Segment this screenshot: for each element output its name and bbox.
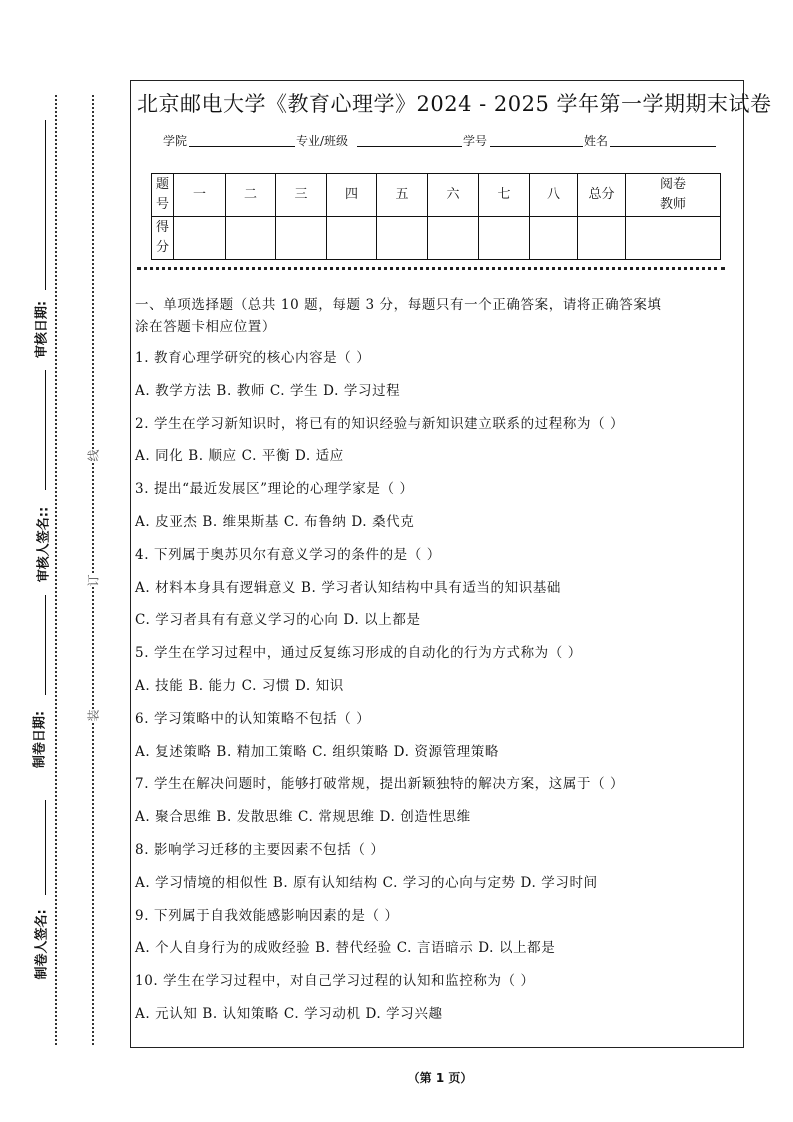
binding-char-zhuang: 装 (86, 709, 101, 722)
margin-dotted-line (55, 95, 57, 1045)
question-text: 7. 学生在解决问题时，能够打破常规，提出新颖独特的解决方案，这属于（ ） (135, 776, 625, 793)
row-label: 得分 (152, 217, 174, 260)
page-number: （第 1 页） (407, 1071, 473, 1085)
field-college-label: 学院 (163, 134, 188, 148)
answer-options: A. 学习情境的相似性 B. 原有认知结构 C. 学习的心向与定势 D. 学习时间 (135, 874, 598, 891)
col-header: 五 (377, 174, 428, 217)
answer-options: A. 同化 B. 顺应 C. 平衡 D. 适应 (135, 448, 344, 465)
review-date-line (45, 120, 46, 290)
question-text: 3. 提出“最近发展区”理论的心理学家是（ ） (135, 481, 414, 498)
col-header: 阅卷教师 (626, 174, 721, 217)
col-header: 八 (530, 174, 578, 217)
question-text: 10. 学生在学习过程中，对自己学习过程的认知和监控称为（ ） (135, 973, 535, 990)
maker-sign-line (45, 800, 46, 895)
question-text: 5. 学生在学习过程中，通过反复练习形成的自动化的行为方式称为（ ） (135, 645, 582, 662)
make-date-line (45, 595, 46, 695)
section-heading-cont: 涂在答题卡相应位置） (135, 319, 276, 335)
question-text: 9. 下列属于自我效能感影响因素的是（ ） (135, 907, 399, 924)
score-cell[interactable] (578, 217, 626, 260)
field-college-input[interactable] (189, 146, 295, 147)
score-table-score-row (152, 217, 721, 260)
answer-options: C. 学习者具有有意义学习的心向 D. 以上都是 (135, 612, 421, 629)
field-major-input[interactable] (357, 146, 462, 147)
score-cell[interactable] (377, 217, 428, 260)
answer-options: A. 元认知 B. 认知策略 C. 学习动机 D. 学习兴趣 (135, 1006, 443, 1022)
score-table (151, 173, 721, 260)
col-header: 二 (226, 174, 276, 217)
score-cell[interactable] (276, 217, 327, 260)
maker-sign-label: 制卷人签名: (34, 909, 50, 980)
score-cell[interactable] (428, 217, 479, 260)
field-major-label: 专业/班级 (296, 134, 349, 148)
answer-options: A. 复述策略 B. 精加工策略 C. 组织策略 D. 资源管理策略 (135, 743, 499, 760)
answer-options: A. 技能 B. 能力 C. 习惯 D. 知识 (135, 678, 344, 694)
question-text: 6. 学习策略中的认知策略不包括（ ） (135, 710, 371, 727)
score-cell[interactable] (327, 217, 377, 260)
review-date-label: 审核日期: (34, 300, 50, 359)
field-name-input[interactable] (610, 146, 716, 147)
score-cell[interactable] (479, 217, 530, 260)
answer-options: A. 皮亚杰 B. 维果斯基 C. 布鲁纳 D. 桑代克 (135, 514, 415, 530)
col-header: 四 (327, 174, 377, 217)
col-header: 七 (479, 174, 530, 217)
reviewer-sign-label: 审核人签名:: (36, 506, 52, 583)
col-header: 六 (428, 174, 479, 217)
score-table-header-row (152, 174, 721, 217)
col-header: 一 (174, 174, 226, 217)
exam-title: 北京邮电大学《教育心理学》2024 - 2025 学年第一学期期末试卷 (137, 92, 772, 116)
question-text: 4. 下列属于奥苏贝尔有意义学习的条件的是（ ） (135, 546, 441, 563)
answer-options: A. 材料本身具有逻辑意义 B. 学习者认知结构中具有适当的知识基础 (135, 579, 562, 596)
score-cell[interactable] (226, 217, 276, 260)
answer-options: A. 个人自身行为的成败经验 B. 替代经验 C. 言语暗示 D. 以上都是 (135, 940, 556, 957)
question-text: 2. 学生在学习新知识时，将已有的知识经验与新知识建立联系的过程称为（ ） (135, 415, 625, 432)
question-text: 1. 教育心理学研究的核心内容是（ ） (135, 350, 371, 366)
col-header: 三 (276, 174, 327, 217)
score-cell[interactable] (530, 217, 578, 260)
field-id-label: 学号 (463, 134, 488, 148)
binding-char-ding: 订 (86, 574, 101, 587)
field-name-label: 姓名 (584, 134, 609, 148)
score-cell[interactable] (626, 217, 721, 260)
binding-dotted-line (92, 95, 94, 1045)
question-text: 8. 影响学习迁移的主要因素不包括（ ） (135, 842, 385, 858)
field-id-input[interactable] (490, 146, 583, 147)
score-cell[interactable] (174, 217, 226, 260)
reviewer-sign-line (45, 370, 46, 490)
binding-char-xian: 线 (86, 449, 101, 462)
row-label: 题号 (152, 174, 174, 217)
dotted-separator (137, 267, 725, 270)
col-header: 总分 (578, 174, 626, 217)
section-heading: 一、单项选择题（总共 10 题，每题 3 分，每题只有一个正确答案，请将正确答案填 (135, 297, 662, 313)
answer-options: A. 教学方法 B. 教师 C. 学生 D. 学习过程 (135, 382, 401, 399)
answer-options: A. 聚合思维 B. 发散思维 C. 常规思维 D. 创造性思维 (135, 809, 471, 826)
make-date-label: 制卷日期: (32, 710, 48, 769)
